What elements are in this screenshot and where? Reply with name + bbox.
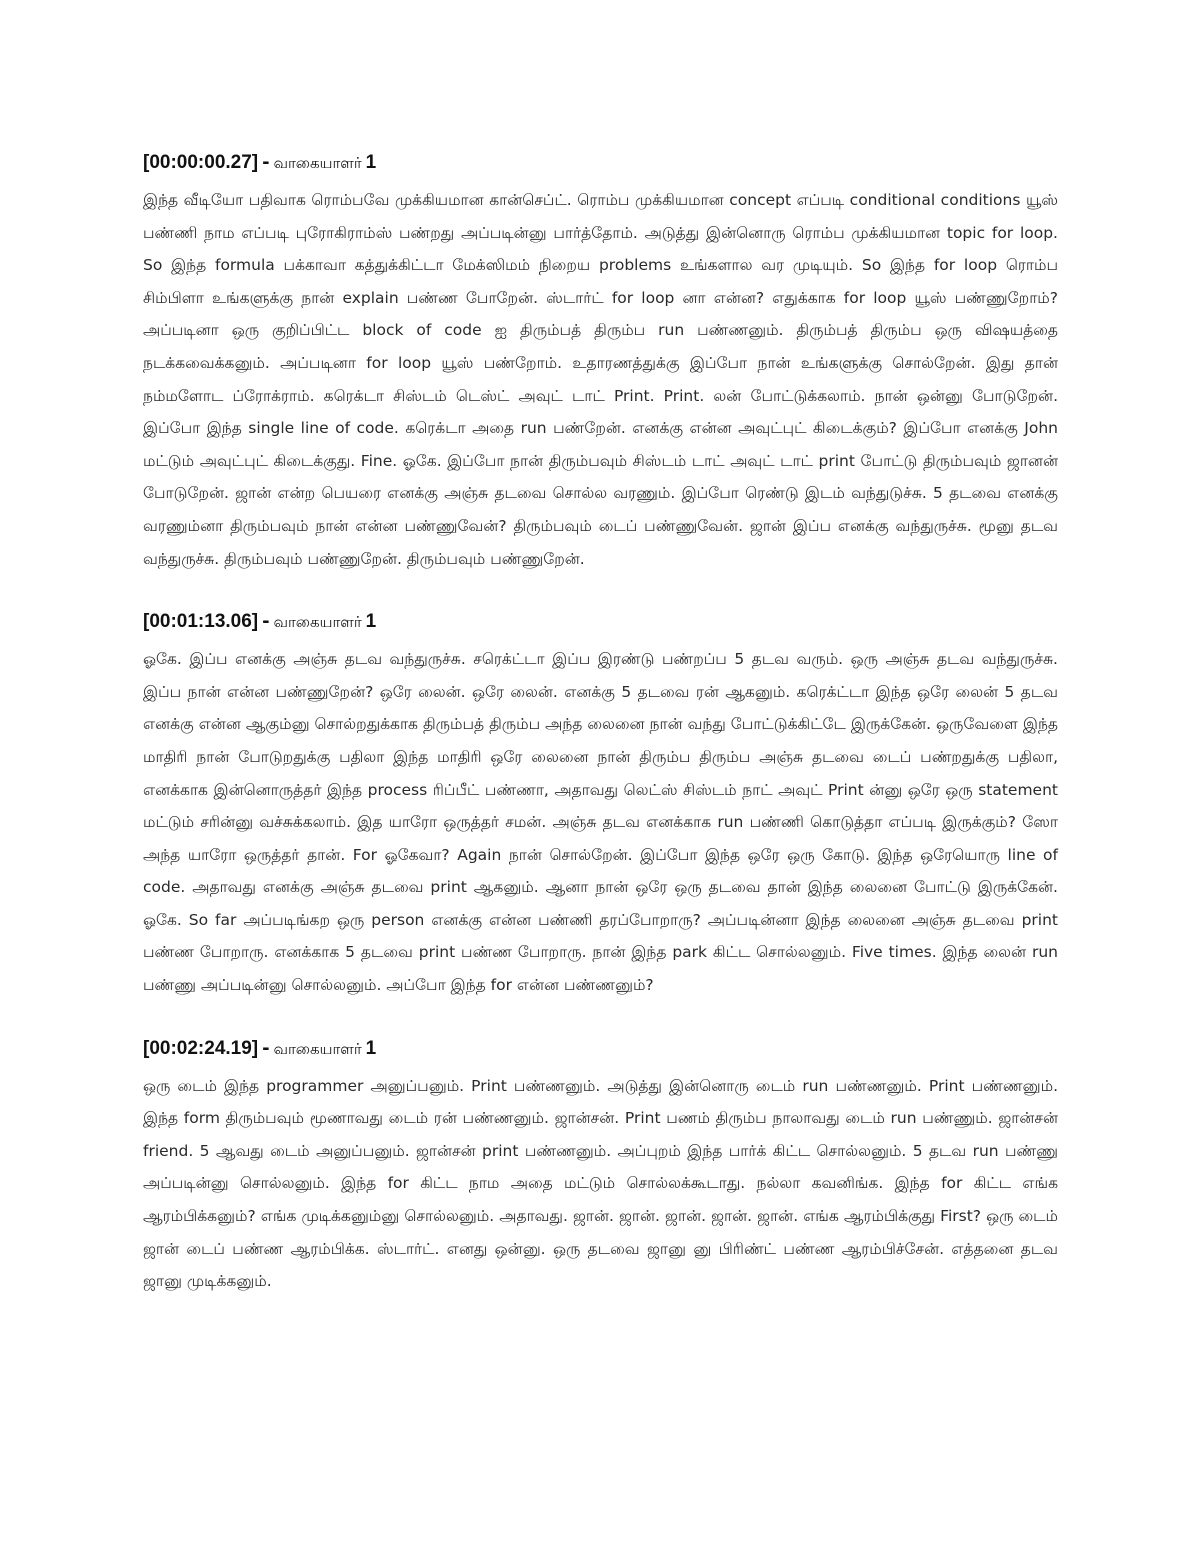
separator: - xyxy=(262,152,270,173)
segment-header xyxy=(143,1036,1058,1062)
transcript-text: ஓகே. இப்ப எனக்கு அஞ்சு தடவ வந்துருச்சு. சரெக்ட்டா இப்ப இரண்டு பண்றப்ப 5 தடவ வரும். ஒரு அஞ்சு தடவ வந்துருச்சு. இப்ப நான் என்ன பண்ணுறேன்? ஒரே லைன். ஒரே லைன். எனக்கு 5 தடவை ரன் ஆகனும். கரெக்ட்டா இந்த ஒரே லைன் 5 தடவ எனக்கு என்ன ஆகும்னு சொல்றதுக்காக திரும்பத் திரும்ப அந்த லைனை நான் வந்து போட்டுக்கிட்டே இருக்கேன். ஒருவேளை இந்த மாதிரி நான் போடுறதுக்கு பதிலா இந்த மாதிரி ஒரே லைனை நான் திரும்ப திரும்ப அஞ்சு தடவை டைப் பண்றதுக்கு பதிலா, எனக்காக இன்னொருத்தர் இந்த process ரிப்பீட் பண்ணா, அதாவது லெட்ஸ் சிஸ்டம் நாட் அவுட் Print ன்னு ஒரே ஒரு statement மட்டும் சரின்னு வச்சுக்கலாம். இத யாரோ ஒருத்தர் சமன். அஞ்சு தடவ எனக்காக run பண்ணி கொடுத்தா எப்படி இருக்கும்? ஸோ அந்த யாரோ ஒருத்தர் தான். For ஓகேவா? Again நான் சொல்றேன். இப்போ இந்த ஒரே ஒரு கோடு. இந்த ஒரேயொரு line of code. அதாவது எனக்கு அஞ்சு தடவை print ஆகனும். ஆனா நான் ஒரே ஒரு தடவை தான் இந்த லைனை போட்டு இருக்கேன். ஓகே. So far அப்படிங்கற ஒரு person எனக்கு என்ன பண்ணி தரப்போறாரு? அப்படின்னா இந்த லைனை அஞ்சு தடவை print பண்ண போறாரு. எனக்காக 5 தடவை print பண்ண போறாரு. நான் இந்த park கிட்ட சொல்லனும். Five times. இந்த லைன் run பண்ணு அப்படின்னு சொல்லனும். அப்போ இந்த for என்ன பண்ணனும்? xyxy=(143,650,1058,995)
speaker-label: வாகையாளர் xyxy=(273,154,362,172)
speaker-number: 1 xyxy=(365,611,377,633)
transcript-text: ஒரு டைம் இந்த programmer அனுப்பனும். Print பண்ணனும். அடுத்து இன்னொரு டைம் run பண்ணனும். Print பண்ணனும். இந்த form திரும்பவும் மூணாவது டைம் ரன் பண்ணனும். ஜான்சன். Print பணம் திரும்ப நாலாவது டைம் run பண்ணும். ஜான்சன் friend. 5 ஆவது டைம் அனுப்பனும். ஜான்சன் print பண்ணனும். அப்புறம் இந்த பார்க் கிட்ட சொல்லனும். 5 தடவ run பண்ணு அப்படின்னு சொல்லனும். இந்த for கிட்ட நாம அதை மட்டும் சொல்லக்கூடாது. நல்லா கவனிங்க. இந்த for கிட்ட எங்க ஆரம்பிக்கனும்? எங்க முடிக்கனும்னு சொல்லனும். அதாவது. ஜான். ஜான். ஜான். ஜான். ஜான். எங்க ஆரம்பிக்குது First? ஒரு டைம் ஜான் டைப் பண்ண ஆரம்பிக்க. ஸ்டார்ட். எனது ஒன்னு. ஒரு தடவை ஜானு னு பிரிண்ட் பண்ண ஆரம்பிச்சேன். எத்தனை தடவ ஜானு முடிக்கனும். xyxy=(143,1076,1058,1291)
transcript-segment xyxy=(143,609,1058,1002)
separator: - xyxy=(262,1037,270,1059)
timestamp: [00:01:13.06] xyxy=(143,611,259,633)
speaker-label: வாகையாளர் xyxy=(273,1039,362,1058)
speaker-label: வாகையாளர் xyxy=(273,613,362,632)
transcript-page xyxy=(143,150,1058,1332)
speaker-number: 1 xyxy=(365,152,377,173)
segment-header xyxy=(143,609,1058,635)
transcript-text: இந்த வீடியோ பதிவாக ரொம்பவே முக்கியமான கான்செப்ட். ரொம்ப முக்கியமான concept எப்படி conditional conditions யூஸ் பண்ணி நாம எப்படி புரோகிராம்ஸ் பண்றது அப்படின்னு பார்த்தோம். அடுத்து இன்னொரு ரொம்ப முக்கியமான topic for loop. So இந்த formula பக்காவா கத்துக்கிட்டா மேக்ஸிமம் நிறைய problems உங்களால வர முடியும். So இந்த for loop ரொம்ப சிம்பிளா உங்களுக்கு நான் explain பண்ண போறேன். ஸ்டார்ட் for loop னா என்ன? எதுக்காக for loop யூஸ் பண்ணுறோம்? அப்படினா ஒரு குறிப்பிட்ட block of code ஐ திரும்பத் திரும்ப run பண்ணனும். திரும்பத் திரும்ப ஒரு விஷயத்தை நடக்கவைக்கனும். அப்படினா for loop யூஸ் பண்றோம். உதாரணத்துக்கு இப்போ நான் உங்களுக்கு சொல்றேன். இது தான் நம்மளோட ப்ரோக்ராம். கரெக்டா சிஸ்டம் டெஸ்ட் அவுட் டாட் Print. Print. லன் போட்டுக்கலாம். நான் ஒன்னு போடுறேன். இப்போ இந்த single line of code. கரெக்டா அதை run பண்றேன். எனக்கு என்ன அவுட்புட் கிடைக்கும்? இப்போ எனக்கு John மட்டும் அவுட்புட் கிடைக்குது. Fine. ஓகே. இப்போ நான் திரும்பவும் சிஸ்டம் டாட் அவுட் டாட் print போட்டு திரும்பவும் ஜானன் போடுறேன். ஜான் என்ற பெயரை எனக்கு அஞ்சு தடவை சொல்ல வரணும். இப்போ ரெண்டு இடம் வந்துடுச்சு. 5 தடவை எனக்கு வரணும்னா திரும்பவும் நான் என்ன பண்ணுவேன்? திரும்பவும் டைப் பண்ணுவேன். ஜான் இப்ப எனக்கு வந்துருச்சு. மூனு தடவ வந்துருச்சு. திரும்பவும் பண்ணுறேன். திரும்பவும் பண்ணுறேன். xyxy=(143,191,1058,568)
speaker-number: 1 xyxy=(365,1037,377,1059)
transcript-segment xyxy=(143,150,1058,575)
transcript-segment xyxy=(143,1036,1058,1298)
timestamp: [00:02:24.19] xyxy=(143,1037,259,1059)
segment-header xyxy=(143,150,1058,176)
separator: - xyxy=(262,611,270,633)
timestamp: [00:00:00.27] xyxy=(143,152,259,173)
